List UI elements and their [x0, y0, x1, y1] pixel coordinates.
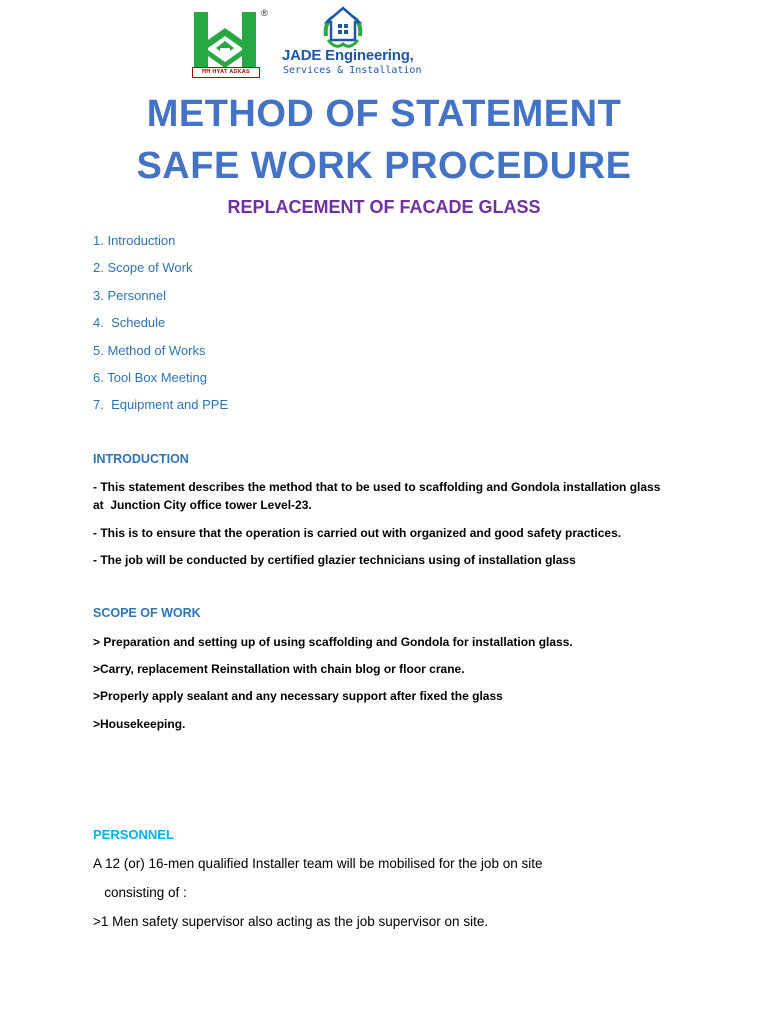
toc-item-introduction: 1. Introduction: [93, 233, 176, 248]
document-title-line1: METHOD OF STATEMENT: [146, 93, 622, 135]
toc-item-schedule: 4. Schedule: [93, 315, 166, 331]
toc-item-scope: 2. Scope of Work: [93, 260, 193, 276]
table-of-contents: [93, 233, 228, 425]
h-logo-caption: ĦĦ HYAT ASKAS: [192, 67, 260, 78]
document-title-line2: SAFE WORK PROCEDURE: [136, 145, 632, 187]
introduction-heading: INTRODUCTION: [93, 452, 189, 466]
personnel-line: consisting of :: [93, 885, 187, 900]
registered-mark: ®: [261, 8, 268, 18]
personnel-heading: PERSONNEL: [93, 827, 174, 842]
jade-logo-name: JADE Engineering,: [282, 47, 414, 64]
scope-heading: SCOPE OF WORK: [93, 606, 201, 620]
introduction-paragraph: - This statement describes the method that to be used to scaffolding and Gondola installation glass at Junction City office tower Level-23.: [93, 480, 671, 512]
introduction-paragraph: - The job will be conducted by certified glazier technicians using of installation glass: [93, 553, 576, 567]
personnel-line: A 12 (or) 16-men qualified Installer team will be mobilised for the job on site: [93, 856, 543, 871]
jade-house-icon: [322, 6, 364, 52]
scope-item: > Preparation and setting up of using scaffolding and Gondola for installation glass.: [93, 635, 573, 649]
document-subtitle: REPLACEMENT OF FACADE GLASS: [227, 197, 541, 217]
toc-item-method: 5. Method of Works: [93, 342, 206, 358]
personnel-line: >1 Men safety supervisor also acting as the job supervisor on site.: [93, 914, 489, 929]
scope-item: >Housekeeping.: [93, 717, 186, 731]
toc-item-toolbox: 6. Tool Box Meeting: [93, 369, 207, 385]
toc-item-equipment: 7. Equipment and PPE: [93, 397, 229, 413]
jade-logo-subtitle: Services & Installation: [283, 65, 422, 76]
scope-item: >Carry, replacement Reinstallation with chain blog or floor crane.: [93, 662, 465, 676]
scope-item: >Properly apply sealant and any necessary support after fixed the glass: [93, 689, 503, 703]
toc-item-personnel: 3. Personnel: [93, 287, 166, 303]
introduction-paragraph: - This is to ensure that the operation is carried out with organized and good safety practices.: [93, 526, 622, 540]
